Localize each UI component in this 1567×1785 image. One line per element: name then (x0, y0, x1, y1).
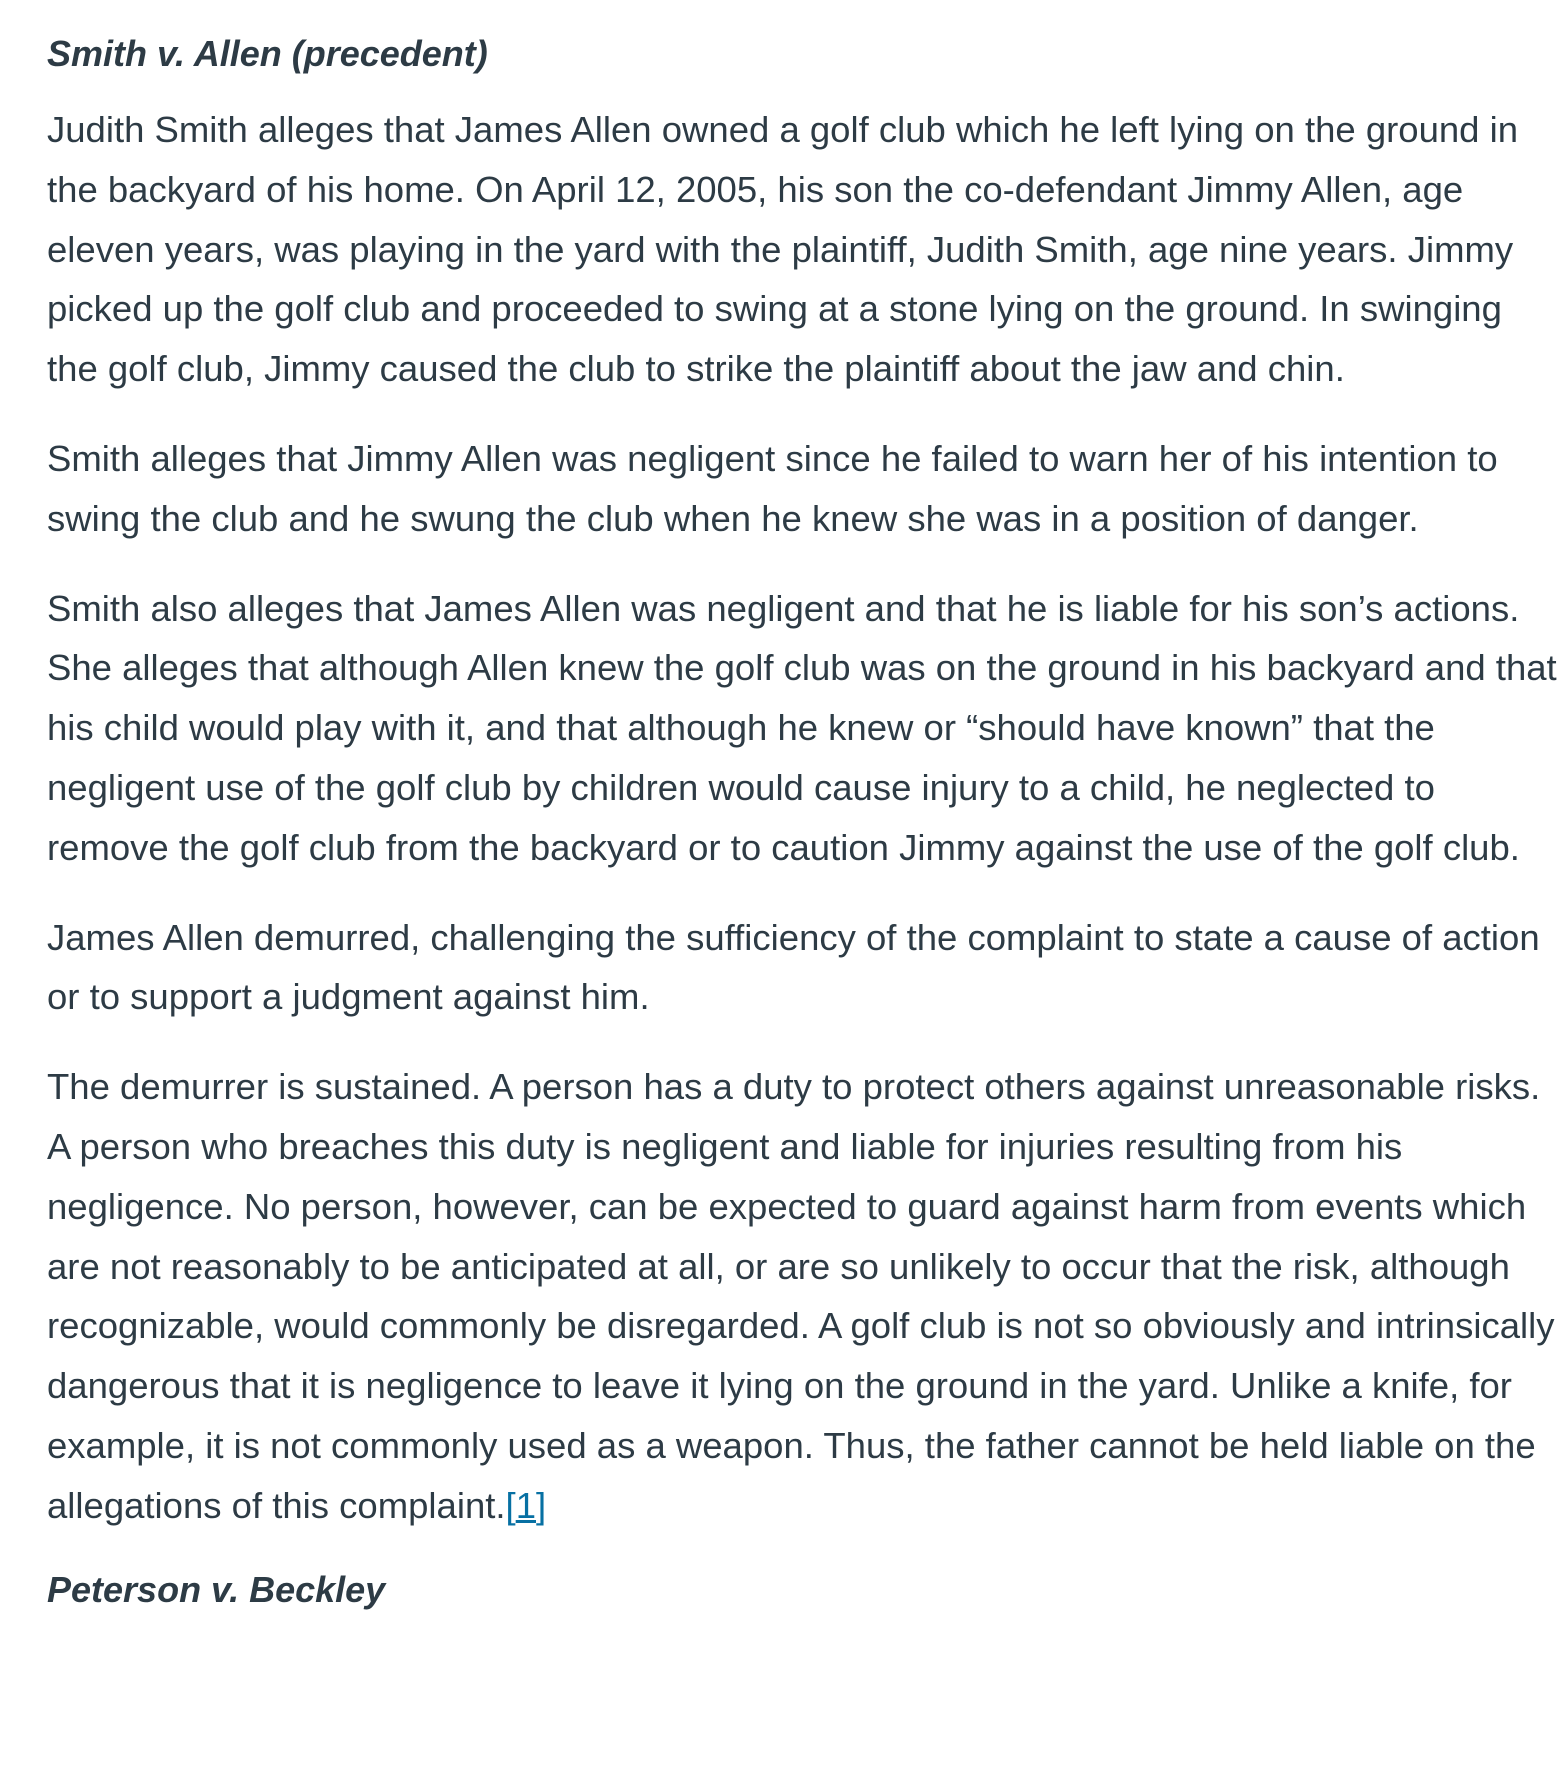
footnote-number: 1 (515, 1484, 536, 1526)
holding-text: The demurrer is sustained. A person has a duty to protect others against unreasonable risks. A person who breaches this duty is negligent and liable for injuries resulting from his negligence. No person, however, can be expected to guard against harm from events which are not reasonably to be anticipated at all, or are so unlikely to occur that the risk, although recognizable, would commonly be disregarded. A golf club is not so obviously and intrinsically dangerous that it is negligence to leave it lying on the ground in the yard. Unlike a knife, for example, it is not commonly used as a weapon. Thus, the father cannot be held liable on the allegations of this complaint. (47, 1066, 1555, 1526)
paragraph-demurrer: James Allen demurred, challenging the sufficiency of the complaint to state a cause of action or to support a judgment against him. (47, 916, 1540, 1018)
paragraph-father-negligence: Smith also alleges that James Allen was negligent and that he is liable for his son’s actions. She alleges that although Allen knew the golf club was on the ground in his backyard and that his child would play with it, and that although he knew or “should have known” that the negligent use of the golf club by children would cause injury to a child, he neglected to remove the golf club from the backyard or to caution Jimmy against the use of the golf club. (47, 587, 1557, 868)
paragraph-holding (47, 1057, 1557, 1535)
paragraph-jimmy-negligence: Smith alleges that Jimmy Allen was negligent since he failed to warn her of his intention to swing the club and he swung the club when he knew she was in a position of danger. (47, 437, 1498, 539)
footnote-close-bracket: ] (536, 1484, 547, 1526)
paragraph-facts: Judith Smith alleges that James Allen owned a golf club which he left lying on the ground in the backyard of his home. On April 12, 2005, his son the co-defendant Jimmy Allen, age eleven years, was playing in the yard with the plaintiff, Judith Smith, age nine years. Jimmy picked up the golf club and proceeded to swing at a stone lying on the ground. In swinging the golf club, Jimmy caused the club to strike the plaintiff about the jaw and chin. (47, 109, 1519, 390)
case-title: Smith v. Allen (precedent) (47, 33, 488, 74)
next-case-heading: Peterson v. Beckley (47, 1568, 386, 1610)
footnote-link-1[interactable] (506, 1485, 547, 1526)
footnote-open-bracket: [ (505, 1484, 516, 1526)
document-body (47, 30, 1557, 1614)
